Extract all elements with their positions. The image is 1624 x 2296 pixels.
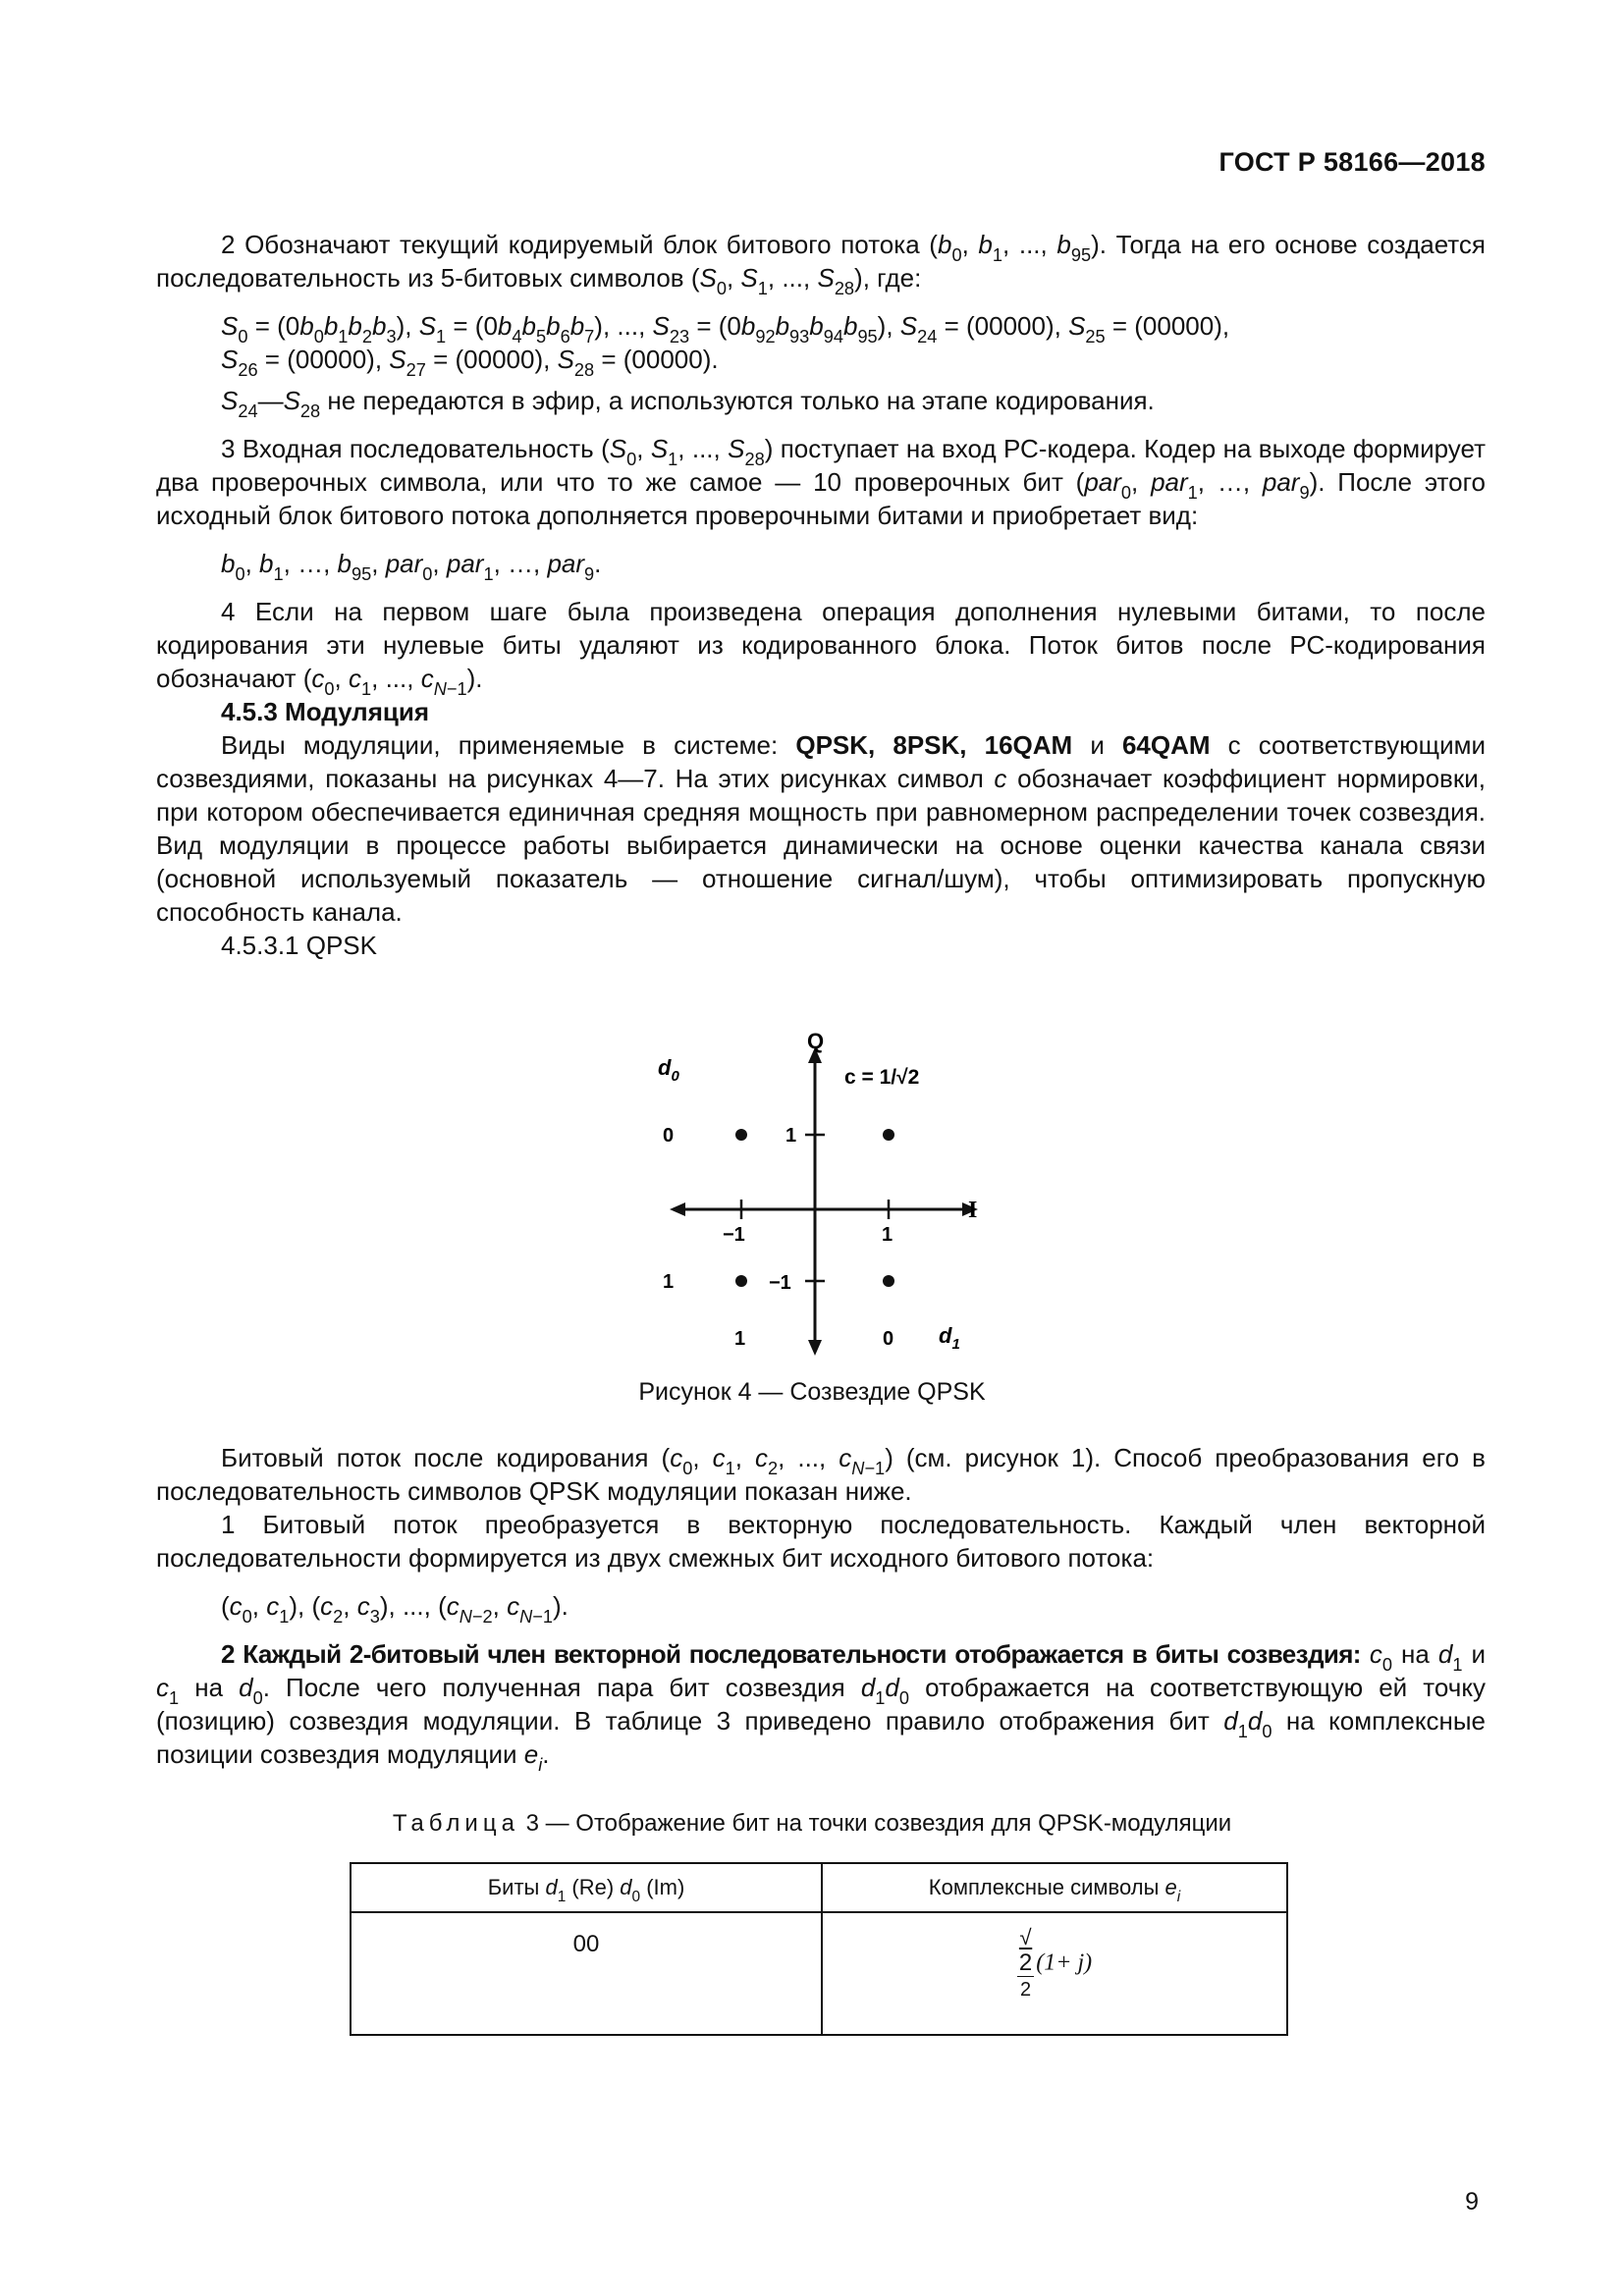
formula-s-values: $S_0 = (0b_0b_1b_2b_3)$, $S_1 = (0b_4b_5b_6b_7)$, ..., $S_{23} = (0b_{92}b_{93}b_{94}b_{95})$, $S_{24} = (00000)$, $S_{25} = (00000)$, $S_{26} = (00000)$, $S_{27} = (00000)$, $S_{28} = (00000)$. [221, 311, 1230, 381]
d0-label: $d_0$ [658, 1055, 679, 1085]
q-axis-down-arrow [808, 1340, 822, 1356]
tick-label-y-neg: −1 [769, 1272, 791, 1294]
tick-label-y-pos: 1 [785, 1125, 797, 1147]
paragraph-qpsk-step1: 1 Битовый поток преобразуется в векторную последовательность. Каждый член векторной последовательности формируется из двух смежных бит исходного битового потока: [156, 1510, 1486, 1573]
header-bits: Биты $d_1$ (Re) $d_0$ (Im) [351, 1863, 822, 1912]
constellation-point-11 [735, 1275, 747, 1287]
formula-coded-block: $b_0$, $b_1$, …, $b_{95}$, par$_0$, par$_1$, …, par$_9$. [221, 549, 602, 585]
formula-vector-sequence: ($c_0$, $c_1$), ($c_2$, $c_3$), ..., ($c_{N-2}$, $c_{N-1}$). [221, 1591, 568, 1628]
paragraph-s24-s28: $S_{24}—S_{28}$ не передаются в эфир, а используются только на этапе кодирования. [221, 386, 1155, 422]
tick-label-x-pos: 1 [882, 1224, 893, 1246]
table-caption: Таблица 3 — Отображение бит на точки созвездия для QPSK-модуляции [392, 1810, 1232, 1837]
qpsk-constellation-figure [628, 1016, 1001, 1399]
bit-col-right: 0 [883, 1328, 894, 1350]
constellation-point-01 [883, 1129, 894, 1141]
bit-col-left: 1 [734, 1328, 746, 1350]
paragraph-qpsk-step2: 2 Каждый 2-битовый член векторной последовательности отображается в биты созвездия: $c_0$ на $d_1$ и $c_1$ на $d_0$. После чего полученная пара бит созвездия $d_1d_0$ отображается на соответствующую ей точку (позицию) созвездия модуляции. В таблице 3 приведено правило отображения бит $d_1d_0$ на комплексные позиции созвездия модуляции $e_i$. [156, 1639, 1486, 1776]
paragraph-bitstream: Битовый поток после кодирования ($c_0$, $c_1$, $c_2$, ..., $c_{N-1}$) (см. рисунок 1). Способ преобразования его в последовательность символов QPSK модуляции показан ниже. [156, 1443, 1486, 1506]
q-axis-label: Q [807, 1029, 825, 1053]
normalization-label: c = 1/√2 [844, 1066, 920, 1089]
paragraph-step3: 3 Входная последовательность ($S_0$, $S_1$, ..., $S_{28}$) поступает на вход РС-кодера. Кодер на выходе формирует два проверочных символа, или что то же самое — 10 проверочных бит (par$_0$, par$_1$, …, par$_9$). После этого исходный блок битового потока дополняется проверочными битами и приобретает вид: [156, 434, 1486, 530]
header-complex-symbols: Комплексные символы $e_i$ [822, 1863, 1287, 1912]
figure-caption: Рисунок 4 — Созвездие QPSK [638, 1378, 986, 1406]
subsection-title-qpsk: 4.5.3.1 QPSK [221, 931, 377, 960]
cell-bits: 00 [351, 1912, 822, 2035]
fraction: √ 2 2 [1018, 1925, 1033, 2001]
constellation-point-10 [883, 1275, 894, 1287]
paragraph-step4: 4 Если на первом шаге была произведена операция дополнения нулевыми битами, то после кодирования эти нулевые биты удаляют из кодированного блока. Поток битов после РС-кодирования обозначают ($c_0$, $c_1$, ..., $c_{N-1}$). [156, 597, 1486, 700]
text-block-lower [156, 1441, 1486, 1776]
cell-complex-symbol: √ 2 2 (1+ j) [822, 1912, 1287, 2035]
bit-row-top: 0 [663, 1125, 675, 1147]
d1-label: $d_1$ [939, 1323, 960, 1353]
standard-header: ГОСТ Р 58166—2018 [1218, 147, 1486, 177]
paragraph-step2: 2 Обозначают текущий кодируемый блок битового потока ($b_0$, $b_1$, ..., $b_{95}$). Тогда на его основе создается последовательность из 5-битовых символов ($S_0$, $S_1$, ..., $S_{28}$), где: [156, 230, 1486, 299]
i-axis-left-arrow [670, 1202, 685, 1216]
table-row [351, 1912, 1287, 2035]
tick-label-x-neg: −1 [723, 1224, 745, 1246]
bit-row-bottom: 1 [663, 1271, 675, 1293]
bit-mapping-table [350, 1862, 1288, 2036]
table-header-row [351, 1863, 1287, 1912]
constellation-svg [628, 1016, 1001, 1399]
text-block-upper [156, 228, 1486, 962]
paragraph-modulation: Виды модуляции, применяемые в системе: QPSK, 8PSK, 16QAM и 64QAM с соответствующими созвездиями, показаны на рисунках 4—7. На этих рисунках символ c обозначает коэффициент нормировки, при котором обеспечивается единичная средняя мощность при равномерном распределении точек созвездия. Вид модуляции в процессе работы выбирается динамически на основе оценки качества канала связи (основной используемый показатель — отношение сигнал/шум), чтобы оптимизировать пропускную способность канала. [156, 730, 1486, 927]
section-title-modulation: 4.5.3 Модуляция [221, 697, 430, 726]
i-axis-label: I [968, 1198, 978, 1223]
page-number: 9 [1465, 2188, 1479, 2216]
constellation-point-00 [735, 1129, 747, 1141]
